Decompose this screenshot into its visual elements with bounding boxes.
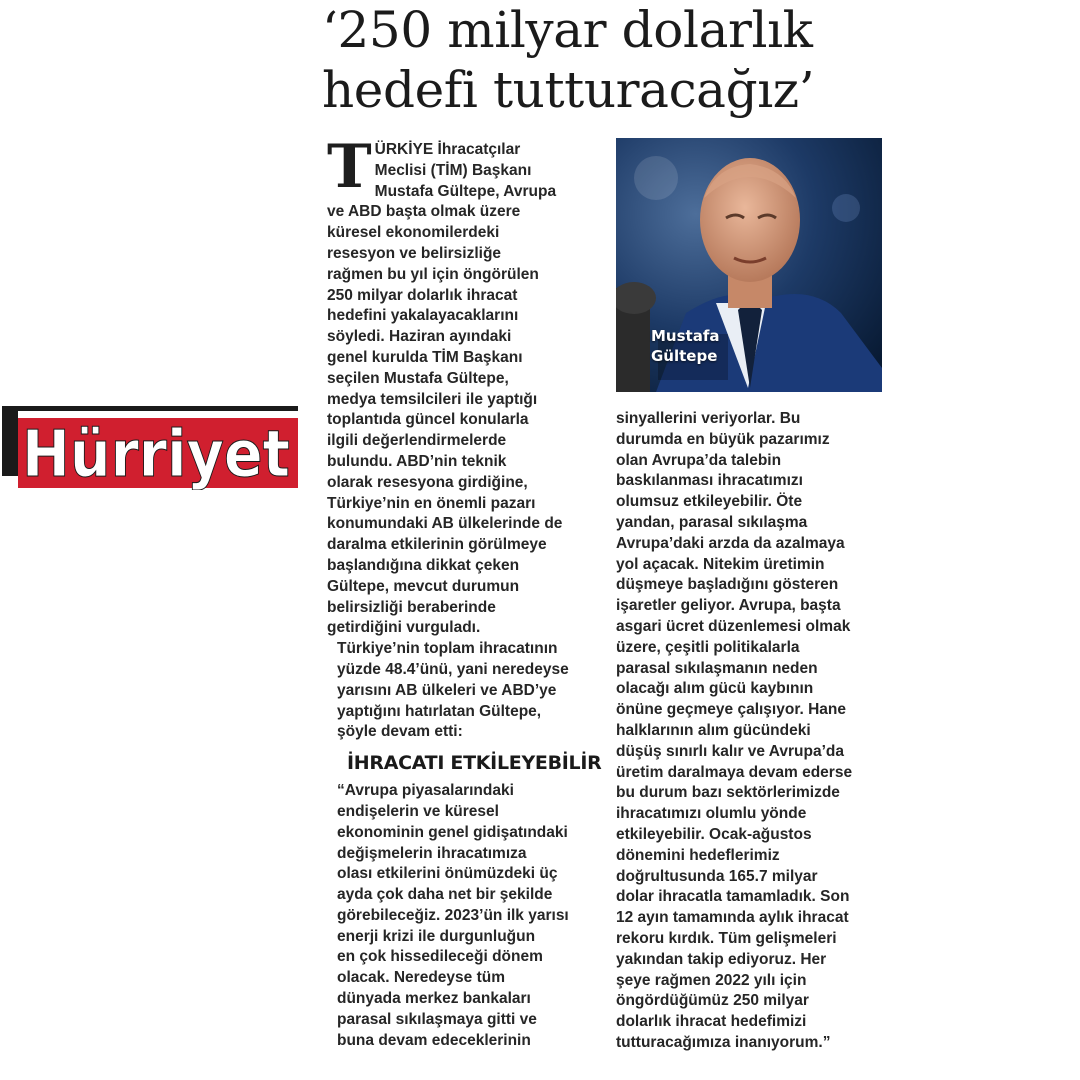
text-line: Türkiye’nin en önemli pazarı <box>327 494 536 512</box>
text-line: baskılanması ihracatımızı <box>616 472 803 490</box>
text-line: şöyle devam etti: <box>337 723 463 741</box>
continuation-paragraph <box>616 409 888 1054</box>
text-line: 250 milyar dolarlık ihracat <box>327 286 518 304</box>
article-column-2 <box>616 409 888 1054</box>
text-line: genel kurulda TİM Başkanı <box>327 348 523 366</box>
text-line: küresel ekonomilerdeki <box>327 224 500 242</box>
text-line: yol açacak. Nitekim üretimin <box>616 555 825 573</box>
subheading: İHRACATI ETKİLEYEBİLİR <box>347 752 602 775</box>
article-column-1 <box>327 132 619 1051</box>
text-line: hedefini yakalayacaklarını <box>327 307 519 325</box>
caption-line-2: Gültepe <box>651 347 718 365</box>
photo-caption <box>651 326 719 366</box>
text-line: değişmelerin ihracatımıza <box>337 844 527 862</box>
text-line: dolarlık ihracat hedefimizi <box>616 1013 807 1031</box>
text-line: Meclisi (TİM) Başkanı <box>374 161 532 179</box>
text-line: yandan, parasal sıkılaşma <box>616 513 808 531</box>
drop-cap: T <box>327 132 372 202</box>
text-line: işaretler geliyor. Avrupa, başta <box>616 597 841 615</box>
text-line: olarak resesyona girdiğine, <box>327 473 528 491</box>
portrait-photo <box>616 138 882 392</box>
text-line: parasal sıkılaşmaya gitti ve <box>337 1010 537 1028</box>
text-line: yaptığını hatırlatan Gültepe, <box>337 702 542 720</box>
text-line: resesyon ve belirsizliğe <box>327 244 502 262</box>
text-line: ihracatımızı olumlu yönde <box>616 805 807 823</box>
text-line: belirsizliği beraberinde <box>327 598 496 616</box>
text-line: durumda en büyük pazarımız <box>616 430 830 448</box>
text-line: dönemini hedeflerimiz <box>616 846 780 864</box>
text-line: “Avrupa piyasalarındaki <box>337 782 514 800</box>
text-line: getirdiğini vurguladı. <box>327 619 481 637</box>
logo-wordmark: Hürriyet <box>22 418 290 490</box>
text-line: Mustafa Gültepe, Avrupa <box>374 182 557 200</box>
text-line: asgari ücret düzenlemesi olmak <box>616 617 851 635</box>
text-line: Avrupa’daki arzda da azalmaya <box>616 534 845 552</box>
text-line: üretim daralmaya devam ederse <box>616 763 853 781</box>
text-line: düşmeye başladığını gösteren <box>616 576 839 594</box>
text-line: doğrultusunda 165.7 milyar <box>616 867 818 885</box>
text-line: görebileceğiz. 2023’ün ilk yarısı <box>337 906 569 924</box>
text-line: parasal sıkılaşmanın neden <box>616 659 818 677</box>
caption-line-1: Mustafa <box>651 327 720 345</box>
text-line: öngördüğümüz 250 milyar <box>616 992 809 1010</box>
text-line: bulundu. ABD’nin teknik <box>327 452 507 470</box>
text-line: olacağı alım gücü kaybının <box>616 680 814 698</box>
text-line: yakından takip ediyoruz. Her <box>616 950 827 968</box>
text-line: halklarının alım gücündeki <box>616 721 811 739</box>
text-line: ilgili değerlendirmelerde <box>327 432 507 450</box>
text-line: 12 ayın tamamında aylık ihracat <box>616 909 849 927</box>
text-line: yüzde 48.4’ünü, yani neredeyse <box>337 660 569 678</box>
text-line: sinyallerini veriyorlar. Bu <box>616 410 801 427</box>
text-line: seçilen Mustafa Gültepe, <box>327 369 509 387</box>
text-line: ÜRKİYE İhracatçılar <box>374 141 521 158</box>
hurriyet-logo <box>2 404 298 490</box>
text-line: olacak. Neredeyse tüm <box>337 969 506 987</box>
text-line: tutturacağımıza inanıyorum.” <box>616 1033 831 1051</box>
text-line: rağmen bu yıl için öngörülen <box>327 265 539 283</box>
text-line: bu durum bazı sektörlerimizde <box>616 784 840 802</box>
text-line: olan Avrupa’da talebin <box>616 451 782 469</box>
text-line: önüne geçmeye çalışıyor. Hane <box>616 701 847 719</box>
text-line: ve ABD başta olmak üzere <box>327 203 521 221</box>
quote-paragraph <box>327 781 619 1051</box>
text-line: dünyada merkez bankaları <box>337 990 531 1008</box>
text-line: şeye rağmen 2022 yılı için <box>616 971 807 989</box>
text-line: söyledi. Haziran ayındaki <box>327 328 512 346</box>
text-line: olumsuz etkileyebilir. Öte <box>616 493 803 511</box>
headline-line-2: hedefi tutturacağız’ <box>322 61 815 119</box>
text-line: yarısını AB ülkeleri ve ABD’ye <box>337 681 557 699</box>
text-line: rekoru kırdık. Tüm gelişmeleri <box>616 929 837 947</box>
text-line: daralma etkilerinin görülmeye <box>327 536 547 554</box>
lead-paragraph <box>327 132 619 639</box>
text-line: etkileyebilir. Ocak-ağustos <box>616 825 812 843</box>
text-line: ayda çok daha net bir şekilde <box>337 886 553 904</box>
second-paragraph <box>327 639 619 743</box>
text-line: Gültepe, mevcut durumun <box>327 577 520 595</box>
text-line: medya temsilcileri ile yaptığı <box>327 390 538 408</box>
text-line: dolar ihracatla tamamladık. Son <box>616 888 850 906</box>
article-headline <box>322 0 1062 120</box>
text-line: konumundaki AB ülkelerinde de <box>327 515 563 533</box>
text-line: buna devam edeceklerinin <box>337 1031 531 1049</box>
text-line: en çok hissedileceği dönem <box>337 948 543 966</box>
text-line: ekonominin genel gidişatındaki <box>337 823 568 841</box>
text-line: düşüş sınırlı kalır ve Avrupa’da <box>616 742 844 760</box>
headline-line-1: ‘250 milyar dolarlık <box>322 1 813 59</box>
text-line: üzere, çeşitli politikalarla <box>616 638 800 656</box>
text-line: olası etkilerini önümüzdeki üç <box>337 865 558 883</box>
text-line: endişelerin ve küresel <box>337 802 499 820</box>
text-line: toplantıda güncel konularla <box>327 411 529 429</box>
text-line: başlandığına dikkat çeken <box>327 556 520 574</box>
text-line: enerji krizi ile durgunluğun <box>337 927 536 945</box>
text-line: Türkiye’nin toplam ihracatının <box>337 640 558 658</box>
